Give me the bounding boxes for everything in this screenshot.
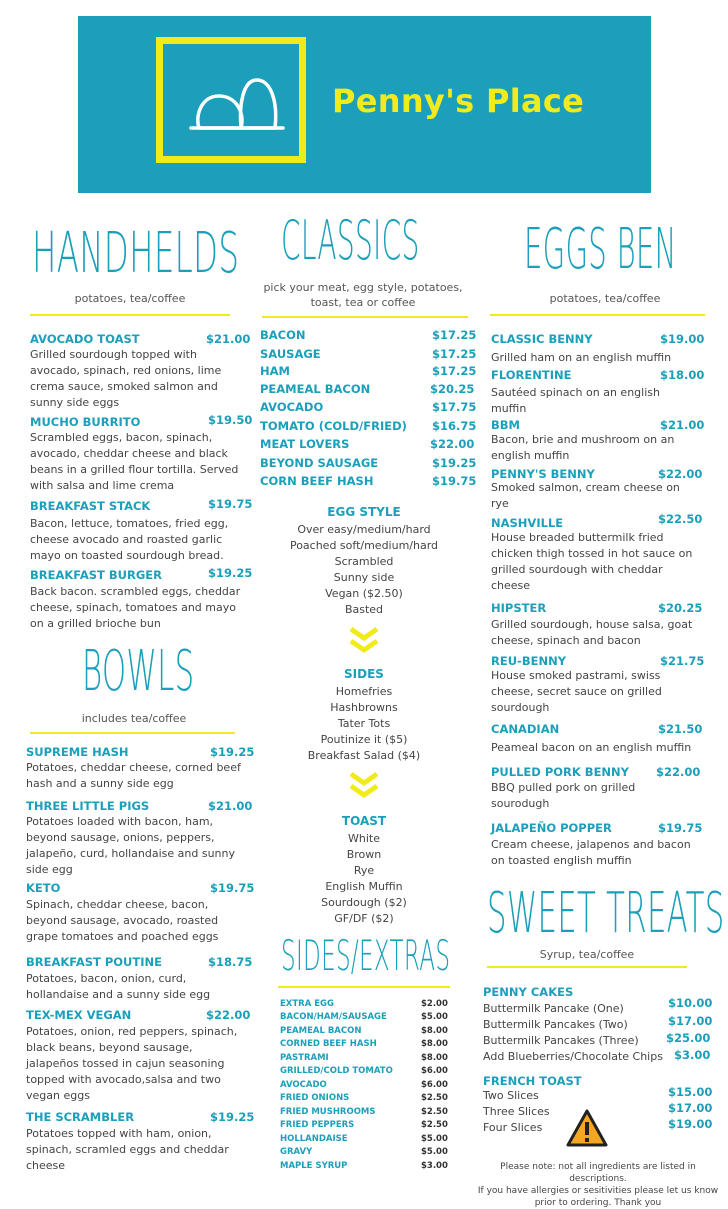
extra-name: CORNED BEEF HASH bbox=[280, 1039, 377, 1049]
menu-item-price: $19.75 bbox=[658, 821, 703, 835]
menu-item-name: BREAKFAST POUTINE bbox=[26, 955, 163, 969]
extra-price: $2.00 bbox=[421, 999, 448, 1009]
extra-price: $8.00 bbox=[421, 1026, 448, 1036]
extras-divider bbox=[278, 986, 450, 988]
eggs-ben-divider bbox=[490, 314, 705, 316]
menu-item-description: Cream cheese, jalapenos and bacon on toasted english muffin bbox=[491, 838, 691, 867]
menu-item-price: $22.00 bbox=[206, 1008, 251, 1022]
menu-item-description: House breaded buttermilk fried chicken thigh tossed in hot sauce on grilled sourdough with cheddar cheese bbox=[491, 531, 693, 592]
pancake-price: $25.00 bbox=[666, 1031, 711, 1045]
eggs-icon bbox=[163, 44, 299, 156]
menu-item-description: Potatoes loaded with bacon, ham, beyond sausage, onions, peppers, jalapeño, curd, hollandaise and sunny side egg bbox=[26, 815, 236, 876]
extra-price: $2.50 bbox=[421, 1107, 448, 1117]
extra-name: FRIED MUSHROOMS bbox=[280, 1107, 376, 1117]
menu-item-name: PULLED PORK BENNY bbox=[491, 765, 629, 779]
logo-frame bbox=[156, 37, 306, 163]
extra-price: $8.00 bbox=[421, 1039, 448, 1049]
menu-item-description: BBQ pulled pork on grilled sourodugh bbox=[491, 781, 636, 810]
french-toast-heading: FRENCH TOAST bbox=[483, 1074, 582, 1088]
menu-item-description: Bacon, brie and mushroom on an english muffin bbox=[491, 433, 675, 462]
menu-item-description: Grilled sourdough topped with avocado, spinach, red onions, lime crema sauce, smoked salmon and sunny side eggs bbox=[30, 348, 222, 409]
extra-name: GRAVY bbox=[280, 1147, 313, 1157]
pancake-option: Buttermilk Pancakes (Three) bbox=[483, 1034, 639, 1047]
french-toast-option: Four Slices bbox=[483, 1121, 543, 1134]
menu-item-name: THE SCRAMBLER bbox=[26, 1110, 135, 1124]
menu-item-name: BBM bbox=[491, 418, 520, 432]
menu-item-price: $19.00 bbox=[660, 332, 705, 346]
french-toast-price: $15.00 bbox=[668, 1085, 713, 1099]
menu-item-name: BEYOND SAUSAGE bbox=[260, 456, 379, 470]
menu-item-price: $19.25 bbox=[208, 566, 253, 580]
menu-item-name: BREAKFAST STACK bbox=[30, 499, 151, 513]
section-title-classics: CLASSICS bbox=[281, 209, 420, 272]
french-toast-price: $17.00 bbox=[668, 1101, 713, 1115]
menu-item-name: TOMATO (COLD/FRIED) bbox=[260, 419, 407, 433]
handhelds-divider bbox=[30, 314, 230, 316]
pancake-option: Add Blueberries/Chocolate Chips bbox=[483, 1050, 663, 1063]
menu-item-price: $22.00 bbox=[430, 437, 475, 451]
extra-name: EXTRA EGG bbox=[280, 999, 335, 1009]
menu-item-price: $17.25 bbox=[432, 364, 477, 378]
extra-price: $2.50 bbox=[421, 1093, 448, 1103]
menu-item-name: PEAMEAL BACON bbox=[260, 382, 371, 396]
menu-item-name: THREE LITTLE PIGS bbox=[26, 799, 150, 813]
menu-item-name: TEX-MEX VEGAN bbox=[26, 1008, 132, 1022]
menu-item-name: BREAKFAST BURGER bbox=[30, 568, 162, 582]
menu-item-name: AVOCADO bbox=[260, 400, 324, 414]
menu-item-name: JALAPEÑO POPPER bbox=[491, 821, 612, 835]
menu-item-name: HAM bbox=[260, 364, 290, 378]
extra-name: HOLLANDAISE bbox=[280, 1134, 348, 1144]
pancake-option: Buttermilk Pancakes (Two) bbox=[483, 1018, 628, 1031]
menu-item-description: Sautéed spinach on an english muffin bbox=[491, 386, 660, 415]
warning-icon bbox=[565, 1108, 609, 1148]
menu-item-description: Back bacon. scrambled eggs, cheddar cheese, spinach, tomatoes and mayo on a grilled brioche bun bbox=[30, 585, 241, 630]
menu-item-price: $21.00 bbox=[206, 332, 251, 346]
menu-item-name: FLORENTINE bbox=[491, 368, 572, 382]
pancake-price: $3.00 bbox=[674, 1048, 711, 1062]
french-toast-option: Three Slices bbox=[483, 1105, 550, 1118]
menu-item-price: $19.25 bbox=[210, 1110, 255, 1124]
menu-item-price: $20.25 bbox=[658, 601, 703, 615]
allergy-note: Please note: not all ingredients are listed in descriptions. If you have allergies or sesitivities please let us know prior to ordering. Thank you bbox=[477, 1162, 719, 1208]
chevron-down-icon bbox=[348, 772, 380, 800]
menu-item-name: SAUSAGE bbox=[260, 347, 321, 361]
extra-name: PASTRAMI bbox=[280, 1053, 329, 1063]
menu-item-name: CANADIAN bbox=[491, 722, 560, 736]
sweet-divider bbox=[487, 966, 687, 968]
extra-price: $8.00 bbox=[421, 1053, 448, 1063]
extra-price: $6.00 bbox=[421, 1066, 448, 1076]
toast-heading: TOAST bbox=[341, 814, 387, 828]
menu-item-name: HIPSTER bbox=[491, 601, 547, 615]
pancake-option: Buttermilk Pancake (One) bbox=[483, 1002, 624, 1015]
menu-item-description: Potatoes, onion, red peppers, spinach, black beans, beyond sausage, jalapeños tossed in cajun seasoning topped with avocado,salsa and two vegan eggs bbox=[26, 1025, 238, 1102]
menu-item-price: $22.50 bbox=[658, 512, 703, 526]
egg-style-options: Over easy/medium/hard Poached soft/medium/hard Scrambled Sunny side Vegan ($2.50) Basted bbox=[289, 523, 439, 616]
menu-item-price: $19.50 bbox=[208, 413, 253, 427]
sides-heading: SIDES bbox=[344, 667, 384, 681]
pancake-price: $10.00 bbox=[668, 996, 713, 1010]
menu-item-description: Potatoes, cheddar cheese, corned beef hash and a sunny side egg bbox=[26, 761, 241, 790]
sweet-subtitle: Syrup, tea/coffee bbox=[539, 948, 635, 961]
toast-options: White Brown Rye English Muffin Sourdough ($2) GF/DF ($2) bbox=[321, 832, 407, 925]
menu-item-price: $20.25 bbox=[430, 382, 475, 396]
menu-item-description: Bacon, lettuce, tomatoes, fried egg, cheese avocado and roasted garlic mayo on toasted sourdough bread. bbox=[30, 517, 229, 562]
section-title-sides-extras: SIDES/EXTRAS bbox=[281, 931, 451, 980]
menu-item-price: $17.25 bbox=[432, 328, 477, 342]
extra-name: BACON/HAM/SAUSAGE bbox=[280, 1012, 387, 1022]
restaurant-title: Penny's Place bbox=[332, 82, 585, 120]
chevron-down-icon bbox=[348, 627, 380, 655]
extra-price: $2.50 bbox=[421, 1120, 448, 1130]
classics-divider bbox=[262, 316, 468, 318]
menu-item-price: $19.75 bbox=[208, 497, 253, 511]
menu-item-name: MEAT LOVERS bbox=[260, 437, 350, 451]
french-toast-price: $19.00 bbox=[668, 1117, 713, 1131]
menu-item-description: Peameal bacon on an english muffin bbox=[491, 741, 692, 754]
menu-item-name: BACON bbox=[260, 328, 306, 342]
menu-item-name: CLASSIC BENNY bbox=[491, 332, 593, 346]
section-title-bowls: BOWLS bbox=[82, 639, 195, 704]
extra-name: FRIED PEPPERS bbox=[280, 1120, 355, 1130]
menu-item-price: $21.00 bbox=[208, 799, 253, 813]
extra-price: $5.00 bbox=[421, 1134, 448, 1144]
menu-item-name: MUCHO BURRITO bbox=[30, 415, 141, 429]
menu-item-price: $19.75 bbox=[210, 881, 255, 895]
menu-item-name: KETO bbox=[26, 881, 61, 895]
menu-item-price: $18.00 bbox=[660, 368, 705, 382]
menu-item-price: $21.75 bbox=[660, 654, 705, 668]
handhelds-subtitle: potatoes, tea/coffee bbox=[74, 292, 186, 305]
menu-item-price: $19.75 bbox=[432, 474, 477, 488]
classics-subtitle: pick your meat, egg style, potatoes, toast, tea or coffee bbox=[263, 281, 463, 309]
penny-cakes-heading: PENNY CAKES bbox=[483, 985, 574, 999]
menu-item-name: PENNY'S BENNY bbox=[491, 467, 595, 481]
extra-price: $5.00 bbox=[421, 1012, 448, 1022]
menu-item-price: $21.50 bbox=[658, 722, 703, 736]
section-title-eggs-ben: EGGS BEN bbox=[524, 217, 677, 282]
menu-item-description: Spinach, cheddar cheese, bacon, beyond sausage, avocado, roasted grape tomatoes and poached eggs bbox=[26, 898, 219, 943]
menu-item-description: House smoked pastrami, swiss cheese, secret sauce on grilled sourdough bbox=[491, 669, 662, 714]
menu-item-description: Scrambled eggs, bacon, spinach, avocado, cheddar cheese and black beans in a grilled flour tortilla. Served with salsa and lime crema bbox=[30, 431, 239, 492]
menu-item-price: $22.00 bbox=[658, 467, 703, 481]
menu-item-price: $19.25 bbox=[432, 456, 477, 470]
eggs-ben-subtitle: potatoes, tea/coffee bbox=[549, 292, 661, 305]
menu-item-name: NASHVILLE bbox=[491, 516, 564, 530]
extra-name: PEAMEAL BACON bbox=[280, 1026, 362, 1036]
extra-name: FRIED ONIONS bbox=[280, 1093, 350, 1103]
menu-item-name: CORN BEEF HASH bbox=[260, 474, 374, 488]
extra-price: $6.00 bbox=[421, 1080, 448, 1090]
menu-item-description: Grilled sourdough, house salsa, goat cheese, spinach and bacon bbox=[491, 618, 693, 647]
extra-name: MAPLE SYRUP bbox=[280, 1161, 348, 1171]
sides-options: Homefries Hashbrowns Tater Tots Poutinize it ($5) Breakfast Salad ($4) bbox=[307, 685, 421, 762]
pancake-price: $17.00 bbox=[668, 1014, 713, 1028]
menu-item-price: $17.75 bbox=[432, 400, 477, 414]
menu-item-price: $21.00 bbox=[660, 418, 705, 432]
menu-item-name: AVOCADO TOAST bbox=[30, 332, 140, 346]
extra-name: AVOCADO bbox=[280, 1080, 327, 1090]
menu-item-price: $19.25 bbox=[210, 745, 255, 759]
menu-item-description: Potatoes, bacon, onion, curd, hollandaise and a sunny side egg bbox=[26, 972, 211, 1001]
bowls-divider bbox=[30, 732, 235, 734]
extra-price: $5.00 bbox=[421, 1147, 448, 1157]
menu-item-name: SUPREME HASH bbox=[26, 745, 129, 759]
menu-item-price: $22.00 bbox=[656, 765, 701, 779]
bowls-subtitle: includes tea/coffee bbox=[81, 712, 187, 725]
extra-price: $3.00 bbox=[421, 1161, 448, 1171]
menu-item-name: REU-BENNY bbox=[491, 654, 567, 668]
menu-item-description: Grilled ham on an english muffin bbox=[491, 351, 672, 364]
menu-item-price: $18.75 bbox=[208, 955, 253, 969]
menu-item-price: $17.25 bbox=[432, 347, 477, 361]
section-title-sweet-treats: SWEET TREATS bbox=[487, 881, 725, 946]
extra-name: GRILLED/COLD TOMATO bbox=[280, 1066, 393, 1076]
menu-item-description: Smoked salmon, cream cheese on rye bbox=[491, 481, 680, 510]
section-title-handhelds: HANDHELDS bbox=[32, 221, 240, 286]
french-toast-option: Two Slices bbox=[483, 1089, 539, 1102]
menu-item-description: Potatoes topped with ham, onion, spinach, scramled eggs and cheddar cheese bbox=[26, 1127, 229, 1172]
egg-style-heading: EGG STYLE bbox=[327, 505, 401, 519]
menu-item-price: $16.75 bbox=[432, 419, 477, 433]
